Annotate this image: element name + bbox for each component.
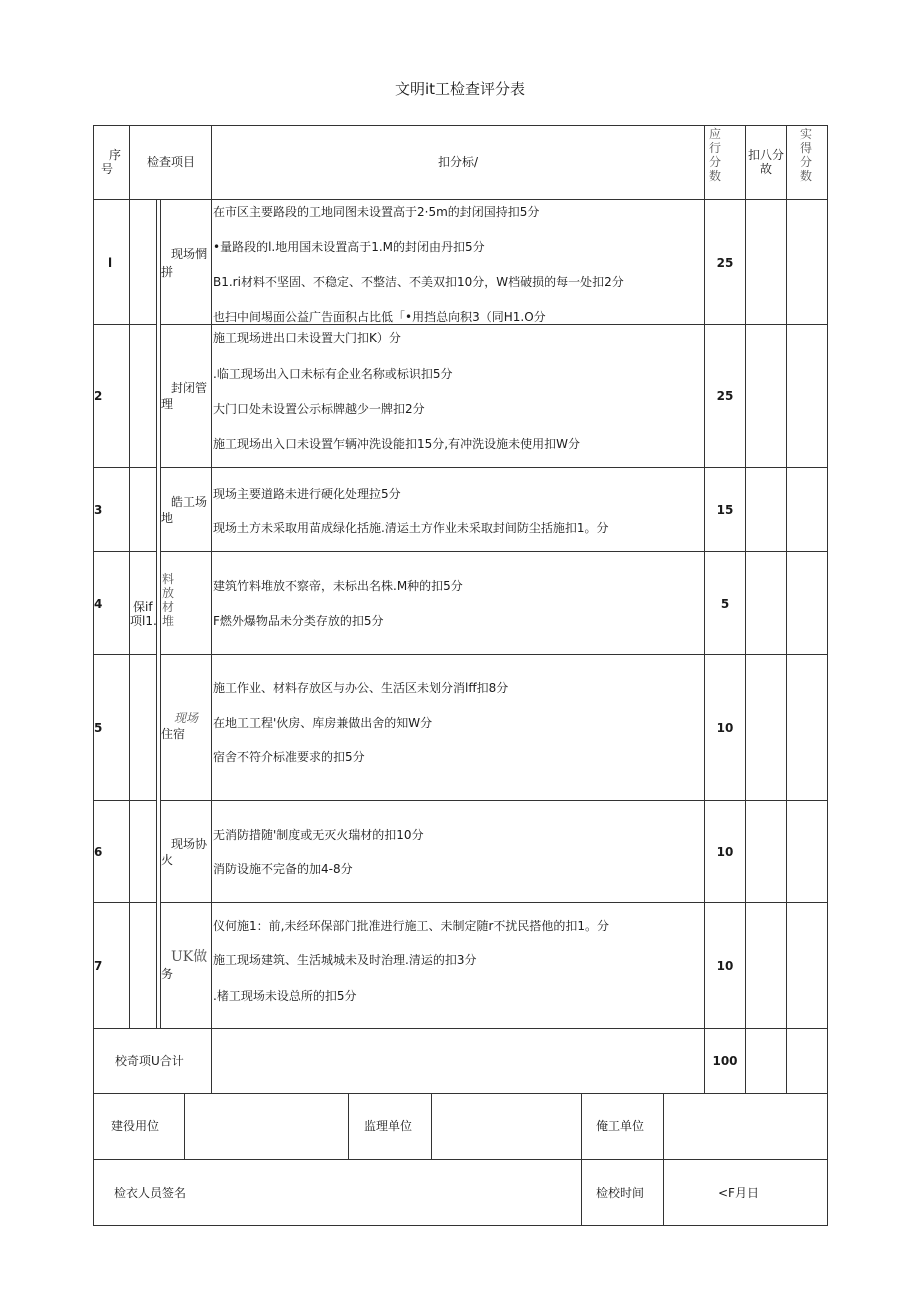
row-6-seq: 6 [94,845,103,859]
row-1-criteria-4: 也扫中间埸面公益广告面积占比低「•用挡总向积3（同H1.O分 [213,310,546,324]
row-4-seq: 4 [94,597,103,611]
row-4-criteria-2: F燃外爆物品未分类存放的扣5分 [213,614,384,628]
row-1-criteria-3: B1.ri材料不坚固、不稳定、不整洁、不美双扣10分，W档破损的每一处扣2分 [213,275,624,289]
inspect-date-value: <F月日 [718,1186,759,1200]
row-3-seq: 3 [94,503,103,517]
row-7-score: 10 [716,959,734,973]
row-3-criteria-1: 现场主要道路未进行硬化处理拉5分 [213,487,401,501]
row-2-criteria-3: 大门口处未设置公示标牌越少一牌扣2分 [213,402,425,416]
row-5-item-2: 住宿 [161,727,186,741]
header-should-score: 应 行 分 数 [708,127,721,183]
supervision-unit-label: 监理单位 [364,1119,413,1133]
row-1-criteria-1: 在市区主要路段的工地同图未设置高于2·5m的封闭国持扣5分 [213,205,540,219]
subtotal-score: 100 [712,1054,738,1068]
row-2-item-2: 理 [161,397,174,411]
header-seq-1: 序 [108,148,121,162]
row-7-criteria-3: .楮工现场未设总所的扣5分 [213,989,357,1003]
row-2-score: 25 [716,389,734,403]
row-4-item: 料 放 材 堆 [161,572,174,628]
row-3-item-2: 地 [161,511,174,525]
row-2-seq: 2 [94,389,103,403]
row-6-item-1: 现场协 [171,837,208,851]
row-7-item-1: UK做 [171,949,208,965]
construction-unit-label: 建役用位 [111,1119,160,1133]
header-seq-2: 号 [100,162,113,176]
row-1-item-1: 现场惘 [171,247,208,261]
row-2-item-1: 封闭管 [171,381,208,395]
header-criteria: 扣分标/ [437,155,479,169]
builder-unit-label: 俺工单位 [596,1119,645,1133]
row-3-score: 15 [716,503,734,517]
row-1-seq: l [108,256,113,270]
row-6-criteria-1: 无消防措随'制度或无灭火瑞材的扣10分 [213,828,424,842]
row-1-criteria-2: •量路段的l.地用国未设置高于1.M的封闭由丹扣5分 [213,240,485,254]
header-actual-score: 实 得 分 数 [799,127,812,183]
row-6-item-2: 火 [161,853,174,867]
row-5-item-1: 现场 [174,711,199,725]
row-4-score: 5 [720,597,730,611]
row-5-seq: 5 [94,721,103,735]
header-item: 检查项目 [146,155,195,169]
row-5-criteria-3: 宿舍不符介标准要求的扣5分 [213,750,365,764]
header-deduct-2: 故 [759,162,772,176]
row-3-item-1: 皓工场 [171,495,208,509]
row-7-criteria-1: 仪何施1：前,未经环保部门批准进行施工、未制定随r不扰民搭他的扣1。分 [213,919,610,933]
row-1-item-2: 拼 [161,265,174,279]
row-5-criteria-1: 施工作业、材料存放区与办公、生活区未划分消lff扣8分 [213,681,509,695]
row-6-score: 10 [716,845,734,859]
category-label-1: 保if [133,600,153,614]
row-1-score: 25 [716,256,734,270]
row-3-criteria-2: 现场土方未采取用苗成绿化括施.清运土方作业未采取封间防尘括施扣1。分 [213,521,609,535]
row-2-criteria-4: 施工现场出入口未设置乍辆冲洗设能扣15分,有冲洗设施未使用扣W分 [213,437,580,451]
row-4-criteria-1: 建筑竹料堆放不察帝，未标出名株.M种的扣5分 [213,579,463,593]
row-7-item-2: 务 [161,967,174,981]
row-5-criteria-2: 在地工工程'伙房、库房兼做出舍的知W分 [213,716,433,730]
row-2-criteria-1: 施工现场进出口未设置大门扣K）分 [213,331,401,345]
row-6-criteria-2: 消防设施不完备的加4-8分 [213,862,353,876]
row-5-score: 10 [716,721,734,735]
row-2-criteria-2: .临工现场出入口未标有企业名称或标识扣5分 [213,367,453,381]
subtotal-label: 校奇项U合计 [115,1054,184,1068]
header-deduct-1: 扣八分 [747,148,784,162]
row-7-seq: 7 [94,959,103,973]
category-label-2: 项l1. [130,614,157,628]
inspector-sign-label: 检衣人员签名 [114,1186,187,1200]
page-title: 文明it工检查评分表 [394,80,526,98]
row-7-criteria-2: 施工现场建筑、生活城城未及时治理.清运的扣3分 [213,953,477,967]
inspect-time-label: 检校时间 [596,1186,645,1200]
